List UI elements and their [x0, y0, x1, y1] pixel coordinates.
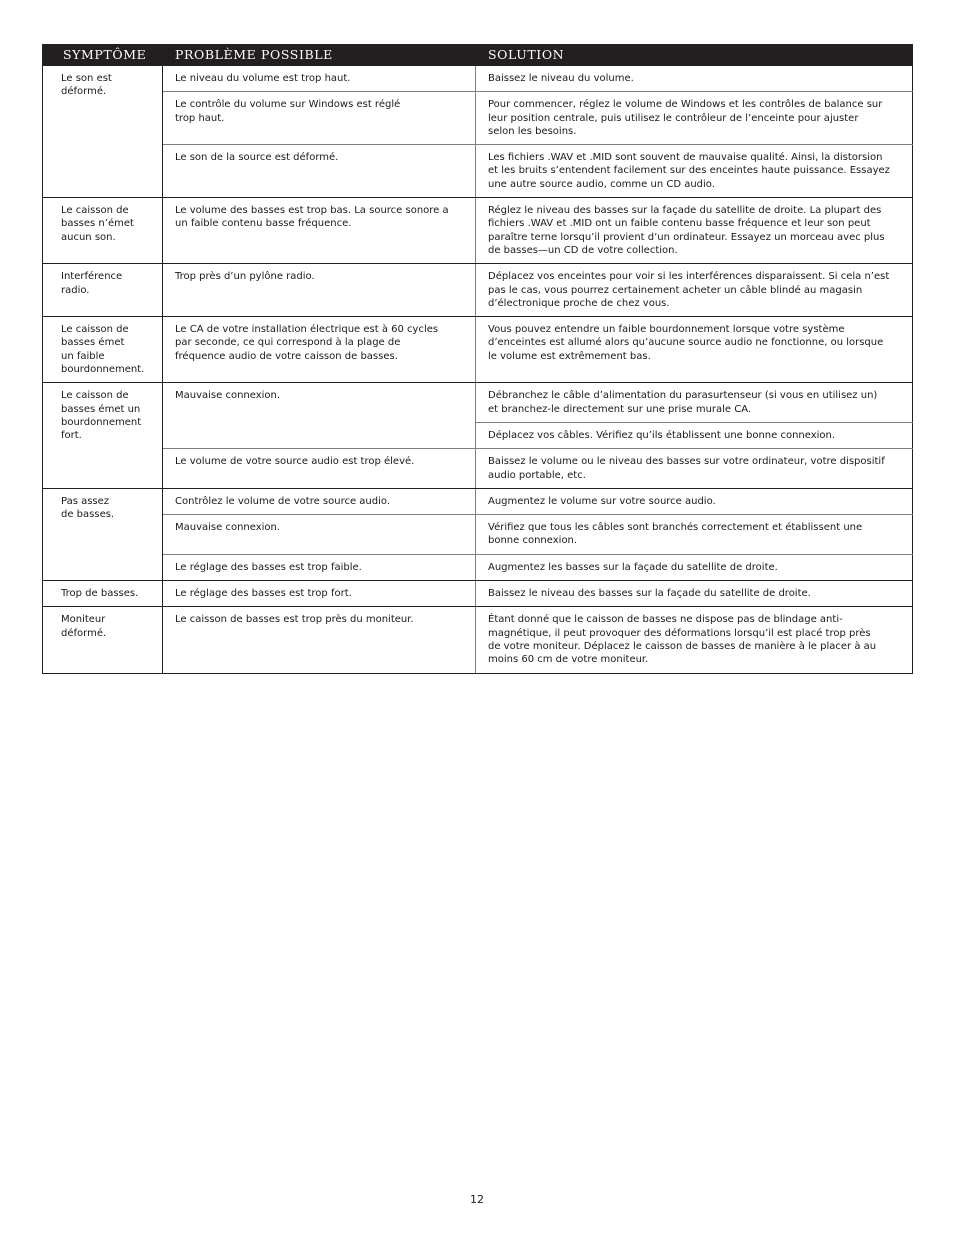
symptom-cell — [43, 581, 163, 607]
solution-text: Augmentez les basses sur la façade du satellite de droite. — [488, 561, 778, 573]
problem-cell — [163, 554, 476, 580]
symptom-text: Le caisson de basses émet un faible bourdonnement. — [61, 324, 145, 376]
symptom-text: Trop de basses. — [61, 588, 139, 600]
problem-text: Le contrôle du volume sur Windows est réglé trop haut. — [175, 99, 401, 124]
table-row — [43, 264, 913, 317]
problem-cell — [163, 66, 476, 92]
table-row — [43, 515, 913, 555]
solution-text: Baissez le niveau des basses sur la façade du satellite de droite. — [488, 588, 811, 600]
problem-text: Le CA de votre installation électrique est à 60 cycles par seconde, ce qui correspond à la plage de fréquence audio de votre caisson de basses. — [175, 324, 439, 362]
symptom-text: Interférence radio. — [61, 271, 123, 296]
symptom-cell — [43, 198, 163, 264]
solution-cell — [476, 92, 913, 145]
symptom-cell — [43, 264, 163, 317]
solution-cell — [476, 198, 913, 264]
problem-text: Le volume des basses est trop bas. La source sonore a un faible contenu basse fréquence. — [175, 205, 449, 230]
symptom-text: Le son est déformé. — [61, 73, 112, 98]
table-row — [43, 554, 913, 580]
problem-text: Le réglage des basses est trop faible. — [175, 561, 362, 573]
header-solution: SOLUTION — [476, 45, 913, 66]
solution-cell — [476, 449, 913, 489]
solution-cell — [476, 264, 913, 317]
solution-text: Débranchez le câble d’alimentation du parasurtenseur (si vous en utilisez un) et branchez-le directement sur une prise murale CA. — [488, 390, 878, 415]
table-row — [43, 145, 913, 198]
table-row — [43, 317, 913, 383]
solution-text: Les fichiers .WAV et .MID sont souvent de mauvaise qualité. Ainsi, la distorsion et les bruits s’entendent facilement sur des enceintes haute puissance. Essayez une autre source audio, comme un CD audio. — [488, 152, 890, 190]
problem-cell — [163, 264, 476, 317]
problem-cell — [163, 607, 476, 673]
solution-text: Vérifiez que tous les câbles sont branchés correctement et établissent une bonne connexion. — [488, 522, 863, 547]
solution-text: Déplacez vos câbles. Vérifiez qu’ils établissent une bonne connexion. — [488, 429, 836, 441]
table-body — [43, 66, 913, 674]
problem-cell — [163, 198, 476, 264]
solution-text: Déplacez vos enceintes pour voir si les interférences disparaissent. Si cela n’est pas le cas, vous pourrez certainement acheter un câble blindé au magasin d’électronique proche de chez vous. — [488, 271, 890, 309]
solution-text: Baissez le niveau du volume. — [488, 73, 634, 84]
symptom-cell — [43, 317, 163, 383]
solution-text: Pour commencer, réglez le volume de Windows et les contrôles de balance sur leur position centrale, puis utilisez le contrôleur de l’enceinte pour ajuster selon les besoins. — [488, 99, 883, 137]
symptom-cell — [43, 383, 163, 488]
problem-text: Le volume de votre source audio est trop élevé. — [175, 456, 415, 468]
solution-cell — [476, 422, 913, 448]
table-row — [43, 383, 913, 423]
problem-text: Mauvaise connexion. — [175, 390, 281, 402]
solution-text: Vous pouvez entendre un faible bourdonnement lorsque votre système d’enceintes est allumé alors qu’aucune source audio ne fonctionne, ou lorsque le volume est extrêmement bas. — [488, 324, 884, 362]
solution-cell — [476, 607, 913, 673]
table-row — [43, 198, 913, 264]
solution-text: Réglez le niveau des basses sur la façade du satellite de droite. La plupart des fichiers .WAV et .MID ont un faible contenu basse fréquence et leur son peut paraître terne lorsqu’il provient d’un ordinateur. Essayez un morceau avec plus de basses—un CD de votre collection. — [488, 205, 885, 256]
table-header — [43, 45, 913, 66]
solution-cell — [476, 554, 913, 580]
problem-text: Le réglage des basses est trop fort. — [175, 588, 352, 600]
solution-cell — [476, 581, 913, 607]
troubleshooting-table — [42, 44, 913, 674]
table-row — [43, 449, 913, 489]
problem-text: Contrôlez le volume de votre source audio. — [175, 495, 391, 507]
problem-cell — [163, 383, 476, 449]
table-row — [43, 92, 913, 145]
problem-text: Le niveau du volume est trop haut. — [175, 73, 351, 84]
problem-cell — [163, 515, 476, 555]
problem-cell — [163, 581, 476, 607]
table-row — [43, 581, 913, 607]
table-row — [43, 607, 913, 673]
table-row — [43, 488, 913, 514]
solution-text: Augmentez le volume sur votre source audio. — [488, 495, 716, 507]
solution-cell — [476, 383, 913, 423]
solution-cell — [476, 317, 913, 383]
symptom-cell — [43, 488, 163, 580]
page-number: 12 — [470, 1193, 484, 1206]
header-problem: PROBLÈME POSSIBLE — [163, 45, 476, 66]
problem-text: Le caisson de basses est trop près du moniteur. — [175, 614, 414, 626]
problem-cell — [163, 449, 476, 489]
problem-cell — [163, 488, 476, 514]
symptom-text: Le caisson de basses n’émet aucun son. — [61, 205, 134, 243]
problem-text: Le son de la source est déformé. — [175, 152, 339, 164]
problem-text: Trop près d’un pylône radio. — [175, 271, 315, 283]
problem-cell — [163, 145, 476, 198]
solution-text: Étant donné que le caisson de basses ne dispose pas de blindage anti- magnétique, il peut provoquer des déformations lorsqu’il est placé trop près de votre moniteur. Déplacez le caisson de basses de manière à le placer à au moins 60 cm de votre moniteur. — [488, 614, 877, 666]
symptom-text: Moniteur déformé. — [61, 614, 107, 639]
header-symptom: SYMPTÔME — [43, 45, 163, 66]
symptom-text: Le caisson de basses émet un bourdonnement fort. — [61, 390, 142, 442]
solution-cell — [476, 66, 913, 92]
problem-cell — [163, 92, 476, 145]
problem-cell — [163, 317, 476, 383]
solution-text: Baissez le volume ou le niveau des basses sur votre ordinateur, votre dispositif audio portable, etc. — [488, 456, 885, 481]
solution-cell — [476, 488, 913, 514]
symptom-cell — [43, 66, 163, 198]
problem-text: Mauvaise connexion. — [175, 522, 281, 534]
solution-cell — [476, 515, 913, 555]
solution-cell — [476, 145, 913, 198]
symptom-cell — [43, 607, 163, 673]
table-row — [43, 66, 913, 92]
symptom-text: Pas assez de basses. — [61, 495, 115, 521]
